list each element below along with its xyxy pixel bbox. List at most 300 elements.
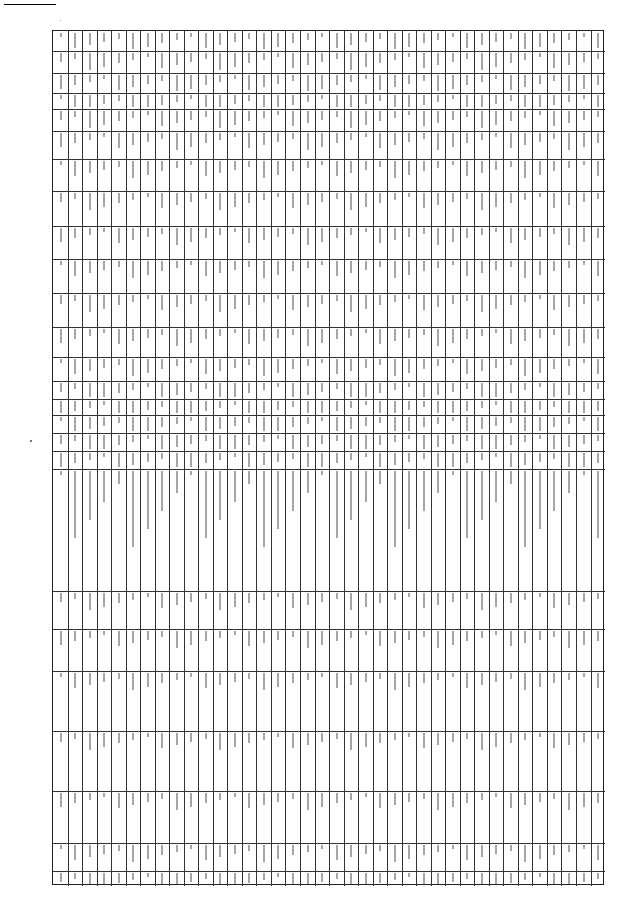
column-divider: [53, 871, 605, 872]
illegible-cell-text: [321, 673, 323, 677]
illegible-cell-text: [336, 228, 338, 238]
illegible-cell-text: [350, 95, 352, 107]
illegible-cell-text: [466, 161, 468, 176]
illegible-cell-text: [495, 359, 497, 368]
illegible-cell-text: [292, 33, 294, 43]
illegible-cell-text: [307, 228, 309, 245]
illegible-cell-text: [597, 873, 599, 879]
illegible-cell-text: [60, 793, 62, 807]
illegible-cell-text: [394, 161, 396, 178]
illegible-cell-text: [379, 261, 381, 267]
illegible-cell-text: [190, 631, 192, 645]
illegible-cell-text: [176, 733, 178, 745]
illegible-cell-text: [568, 193, 570, 205]
illegible-cell-text: [292, 161, 294, 171]
illegible-cell-text: [539, 329, 541, 338]
illegible-cell-text: [118, 417, 120, 423]
illegible-cell-text: [365, 359, 367, 368]
illegible-cell-text: [321, 228, 323, 242]
illegible-cell-text: [248, 383, 250, 393]
illegible-cell-text: [336, 453, 338, 463]
illegible-cell-text: [147, 133, 149, 142]
illegible-cell-text: [336, 435, 338, 441]
illegible-cell-text: [74, 261, 76, 276]
illegible-cell-text: [495, 673, 497, 682]
illegible-cell-text: [510, 417, 512, 423]
illegible-cell-text: [205, 471, 207, 538]
illegible-cell-text: [466, 631, 468, 641]
illegible-cell-text: [350, 133, 352, 140]
illegible-cell-text: [437, 417, 439, 424]
illegible-cell-text: [205, 383, 207, 389]
illegible-cell-text: [321, 417, 323, 421]
illegible-cell-text: [437, 33, 439, 40]
illegible-cell-text: [219, 228, 221, 235]
illegible-cell-text: [321, 53, 323, 62]
illegible-cell-text: [365, 417, 367, 426]
illegible-cell-text: [132, 673, 134, 690]
illegible-cell-text: [423, 111, 425, 126]
illegible-cell-text: [248, 111, 250, 121]
illegible-cell-text: [190, 845, 192, 849]
illegible-cell-text: [89, 593, 91, 610]
illegible-cell-text: [452, 401, 454, 413]
column-divider: [53, 791, 605, 792]
illegible-cell-text: [510, 295, 512, 305]
illegible-cell-text: [248, 95, 250, 101]
illegible-cell-text: [510, 845, 512, 851]
illegible-cell-text: [423, 845, 425, 855]
illegible-cell-text: [147, 359, 149, 373]
illegible-cell-text: [321, 845, 323, 849]
illegible-cell-text: [510, 75, 512, 90]
illegible-cell-text: [394, 133, 396, 145]
illegible-cell-text: [89, 329, 91, 336]
illegible-cell-text: [263, 733, 265, 740]
illegible-cell-text: [452, 75, 454, 89]
illegible-cell-text: [350, 593, 352, 610]
illegible-cell-text: [466, 593, 468, 599]
column-divider: [53, 433, 605, 434]
illegible-cell-text: [234, 845, 236, 854]
illegible-cell-text: [423, 359, 425, 369]
illegible-cell-text: [248, 631, 250, 646]
illegible-cell-text: [190, 453, 192, 467]
illegible-cell-text: [437, 95, 439, 102]
illegible-cell-text: [350, 261, 352, 273]
illegible-cell-text: [437, 359, 439, 366]
illegible-cell-text: [263, 631, 265, 643]
illegible-cell-text: [394, 295, 396, 302]
illegible-cell-text: [350, 329, 352, 336]
illegible-cell-text: [161, 329, 163, 335]
illegible-cell-text: [583, 435, 585, 444]
illegible-cell-text: [277, 401, 279, 410]
illegible-cell-text: [597, 53, 599, 59]
illegible-cell-text: [408, 295, 410, 299]
illegible-cell-text: [539, 75, 541, 84]
illegible-cell-text: [365, 228, 367, 232]
illegible-cell-text: [118, 95, 120, 101]
illegible-cell-text: [103, 471, 105, 502]
illegible-cell-text: [423, 75, 425, 81]
illegible-cell-text: [437, 733, 439, 745]
illegible-cell-text: [147, 435, 149, 439]
illegible-cell-text: [583, 631, 585, 645]
illegible-cell-text: [336, 593, 338, 599]
column-divider: [53, 381, 605, 382]
illegible-cell-text: [307, 329, 309, 346]
illegible-cell-text: [74, 359, 76, 374]
illegible-cell-text: [379, 845, 381, 851]
illegible-cell-text: [336, 329, 338, 339]
illegible-cell-text: [539, 228, 541, 237]
illegible-cell-text: [103, 845, 105, 854]
illegible-cell-text: [234, 733, 236, 747]
illegible-cell-text: [350, 873, 352, 884]
illegible-cell-text: [118, 471, 120, 484]
illegible-cell-text: [292, 53, 294, 68]
illegible-cell-text: [132, 873, 134, 880]
illegible-cell-text: [539, 401, 541, 410]
illegible-cell-text: [321, 435, 323, 444]
illegible-cell-text: [481, 401, 483, 408]
illegible-cell-text: [74, 471, 76, 538]
illegible-cell-text: [336, 845, 338, 860]
illegible-cell-text: [437, 133, 439, 150]
illegible-cell-text: [321, 873, 323, 882]
illegible-cell-text: [350, 673, 352, 685]
illegible-cell-text: [103, 33, 105, 42]
illegible-cell-text: [553, 359, 555, 369]
illegible-cell-text: [277, 435, 279, 439]
illegible-cell-text: [466, 873, 468, 879]
illegible-cell-text: [394, 383, 396, 390]
illegible-cell-text: [118, 401, 120, 413]
illegible-cell-text: [510, 261, 512, 267]
illegible-cell-text: [423, 33, 425, 43]
illegible-cell-text: [452, 453, 454, 467]
illegible-cell-text: [307, 193, 309, 205]
illegible-cell-text: [321, 295, 323, 304]
illegible-cell-text: [219, 631, 221, 638]
illegible-cell-text: [379, 471, 381, 484]
illegible-cell-text: [365, 593, 367, 607]
illegible-cell-text: [365, 111, 367, 125]
illegible-cell-text: [408, 261, 410, 275]
illegible-cell-text: [466, 733, 468, 739]
illegible-cell-text: [539, 383, 541, 387]
illegible-cell-text: [292, 95, 294, 105]
illegible-cell-text: [263, 53, 265, 60]
illegible-cell-text: [568, 383, 570, 395]
illegible-cell-text: [539, 111, 541, 115]
illegible-cell-text: [495, 417, 497, 426]
illegible-cell-text: [147, 383, 149, 387]
illegible-cell-text: [408, 193, 410, 197]
illegible-cell-text: [321, 161, 323, 165]
illegible-cell-text: [495, 593, 497, 607]
illegible-cell-text: [60, 53, 62, 62]
column-divider: [53, 357, 605, 358]
illegible-cell-text: [597, 845, 599, 860]
illegible-cell-text: [394, 417, 396, 431]
illegible-cell-text: [89, 845, 91, 857]
illegible-cell-text: [510, 873, 512, 883]
illegible-cell-text: [524, 133, 526, 145]
illegible-cell-text: [190, 295, 192, 304]
illegible-cell-text: [524, 631, 526, 643]
illegible-cell-text: [205, 75, 207, 85]
illegible-cell-text: [205, 161, 207, 176]
illegible-cell-text: [147, 793, 149, 802]
illegible-cell-text: [176, 401, 178, 413]
illegible-cell-text: [263, 33, 265, 49]
illegible-cell-text: [103, 261, 105, 270]
illegible-cell-text: [452, 161, 454, 165]
illegible-cell-text: [190, 383, 192, 392]
illegible-cell-text: [481, 133, 483, 140]
illegible-cell-text: [379, 161, 381, 167]
illegible-cell-text: [219, 161, 221, 173]
illegible-cell-text: [176, 845, 178, 852]
illegible-cell-text: [219, 453, 221, 460]
illegible-cell-text: [118, 733, 120, 743]
illegible-cell-text: [234, 401, 236, 405]
illegible-cell-text: [423, 295, 425, 310]
illegible-cell-text: [394, 111, 396, 118]
illegible-cell-text: [524, 733, 526, 740]
illegible-cell-text: [365, 133, 367, 137]
illegible-cell-text: [553, 401, 555, 407]
illegible-cell-text: [161, 111, 163, 126]
illegible-cell-text: [437, 793, 439, 810]
illegible-cell-text: [321, 793, 323, 807]
illegible-cell-text: [524, 95, 526, 107]
illegible-cell-text: [510, 673, 512, 679]
illegible-cell-text: [292, 75, 294, 81]
illegible-cell-text: [74, 673, 76, 688]
illegible-cell-text: [307, 631, 309, 648]
illegible-cell-text: [597, 33, 599, 48]
illegible-cell-text: [307, 53, 309, 65]
illegible-cell-text: [277, 453, 279, 462]
illegible-cell-text: [234, 793, 236, 797]
illegible-cell-text: [118, 53, 120, 63]
illegible-cell-text: [510, 193, 512, 203]
illegible-cell-text: [263, 845, 265, 862]
illegible-cell-text: [132, 95, 134, 107]
illegible-cell-text: [321, 95, 323, 99]
illegible-cell-text: [510, 329, 512, 344]
illegible-cell-text: [524, 75, 526, 87]
illegible-cell-text: [365, 33, 367, 42]
illegible-cell-text: [234, 33, 236, 42]
illegible-cell-text: [481, 471, 483, 520]
illegible-cell-text: [248, 453, 250, 467]
illegible-cell-text: [161, 359, 163, 369]
illegible-cell-text: [161, 33, 163, 43]
illegible-cell-text: [583, 193, 585, 202]
illegible-cell-text: [423, 133, 425, 139]
illegible-cell-text: [394, 733, 396, 740]
illegible-cell-text: [176, 161, 178, 168]
illegible-cell-text: [307, 673, 309, 680]
illegible-cell-text: [437, 453, 439, 467]
illegible-cell-text: [495, 631, 497, 635]
illegible-cell-text: [161, 435, 163, 449]
illegible-cell-text: [583, 75, 585, 89]
illegible-cell-text: [336, 133, 338, 143]
illegible-cell-text: [205, 261, 207, 276]
illegible-cell-text: [583, 133, 585, 147]
illegible-cell-text: [495, 471, 497, 502]
illegible-cell-text: [495, 75, 497, 79]
illegible-cell-text: [394, 95, 396, 107]
illegible-cell-text: [539, 873, 541, 877]
illegible-cell-text: [510, 631, 512, 646]
illegible-cell-text: [307, 401, 309, 413]
illegible-cell-text: [132, 383, 134, 390]
illegible-cell-text: [408, 471, 410, 529]
illegible-cell-text: [161, 228, 163, 234]
illegible-cell-text: [423, 329, 425, 335]
illegible-cell-text: [234, 75, 236, 79]
illegible-cell-text: [481, 53, 483, 70]
illegible-cell-text: [452, 673, 454, 677]
illegible-cell-text: [234, 471, 236, 502]
illegible-cell-text: [89, 471, 91, 520]
illegible-cell-text: [234, 295, 236, 309]
illegible-cell-text: [219, 793, 221, 800]
illegible-cell-text: [553, 733, 555, 748]
illegible-cell-text: [350, 161, 352, 173]
illegible-cell-text: [553, 845, 555, 855]
column-divider: [53, 293, 605, 294]
illegible-cell-text: [568, 95, 570, 102]
illegible-cell-text: [350, 471, 352, 520]
illegible-cell-text: [74, 95, 76, 107]
illegible-cell-text: [161, 161, 163, 171]
illegible-cell-text: [365, 95, 367, 104]
illegible-cell-text: [190, 161, 192, 165]
illegible-cell-text: [481, 417, 483, 429]
illegible-cell-text: [292, 133, 294, 139]
illegible-cell-text: [553, 435, 555, 449]
illegible-cell-text: [60, 261, 62, 265]
illegible-cell-text: [583, 793, 585, 807]
illegible-cell-text: [132, 161, 134, 178]
illegible-cell-text: [379, 53, 381, 63]
illegible-cell-text: [597, 435, 599, 441]
illegible-cell-text: [277, 359, 279, 373]
illegible-cell-text: [219, 75, 221, 82]
illegible-cell-text: [118, 111, 120, 121]
illegible-cell-text: [176, 53, 178, 65]
illegible-cell-text: [277, 161, 279, 175]
illegible-cell-text: [379, 631, 381, 646]
illegible-cell-text: [553, 228, 555, 234]
illegible-cell-text: [568, 845, 570, 852]
column-divider: [53, 93, 605, 94]
illegible-cell-text: [481, 161, 483, 173]
illegible-cell-text: [292, 383, 294, 397]
illegible-cell-text: [103, 631, 105, 635]
illegible-cell-text: [205, 95, 207, 107]
illegible-cell-text: [466, 228, 468, 238]
illegible-cell-text: [321, 359, 323, 363]
illegible-cell-text: [219, 873, 221, 884]
illegible-cell-text: [336, 161, 338, 176]
illegible-cell-text: [408, 329, 410, 338]
illegible-cell-text: [539, 95, 541, 107]
illegible-cell-text: [103, 95, 105, 104]
illegible-cell-text: [481, 295, 483, 312]
illegible-cell-text: [205, 33, 207, 48]
column-divider: [53, 671, 605, 672]
illegible-cell-text: [568, 75, 570, 91]
illegible-cell-text: [423, 383, 425, 397]
illegible-cell-text: [74, 161, 76, 176]
illegible-cell-text: [190, 673, 192, 677]
illegible-cell-text: [379, 359, 381, 365]
illegible-cell-text: [234, 161, 236, 170]
illegible-cell-text: [147, 401, 149, 410]
illegible-cell-text: [74, 193, 76, 199]
column-divider: [53, 191, 605, 192]
illegible-cell-text: [466, 845, 468, 860]
illegible-cell-text: [568, 793, 570, 810]
illegible-cell-text: [307, 383, 309, 395]
illegible-cell-text: [423, 631, 425, 637]
column-divider: [53, 469, 605, 470]
illegible-cell-text: [379, 417, 381, 423]
illegible-cell-text: [597, 111, 599, 117]
illegible-cell-text: [89, 53, 91, 70]
illegible-cell-text: [336, 793, 338, 803]
illegible-cell-text: [365, 471, 367, 502]
illegible-cell-text: [103, 401, 105, 405]
illegible-cell-text: [176, 133, 178, 150]
illegible-cell-text: [248, 261, 250, 267]
column-divider: [53, 159, 605, 160]
illegible-cell-text: [539, 793, 541, 802]
illegible-cell-text: [147, 631, 149, 640]
illegible-cell-text: [263, 401, 265, 413]
illegible-cell-text: [408, 95, 410, 107]
illegible-cell-text: [74, 295, 76, 301]
illegible-cell-text: [234, 228, 236, 232]
illegible-cell-text: [379, 673, 381, 679]
illegible-cell-text: [495, 261, 497, 270]
illegible-cell-text: [437, 75, 439, 91]
illegible-cell-text: [277, 383, 279, 387]
illegible-cell-text: [553, 111, 555, 126]
illegible-cell-text: [321, 401, 323, 413]
illegible-cell-text: [408, 593, 410, 597]
illegible-cell-text: [452, 631, 454, 645]
illegible-cell-text: [466, 261, 468, 276]
illegible-cell-text: [495, 33, 497, 42]
illegible-cell-text: [248, 593, 250, 603]
illegible-cell-text: [583, 401, 585, 413]
illegible-cell-text: [248, 193, 250, 203]
illegible-cell-text: [103, 435, 105, 449]
column-divider: [53, 327, 605, 328]
illegible-cell-text: [466, 471, 468, 538]
illegible-cell-text: [89, 261, 91, 273]
illegible-cell-text: [234, 631, 236, 635]
